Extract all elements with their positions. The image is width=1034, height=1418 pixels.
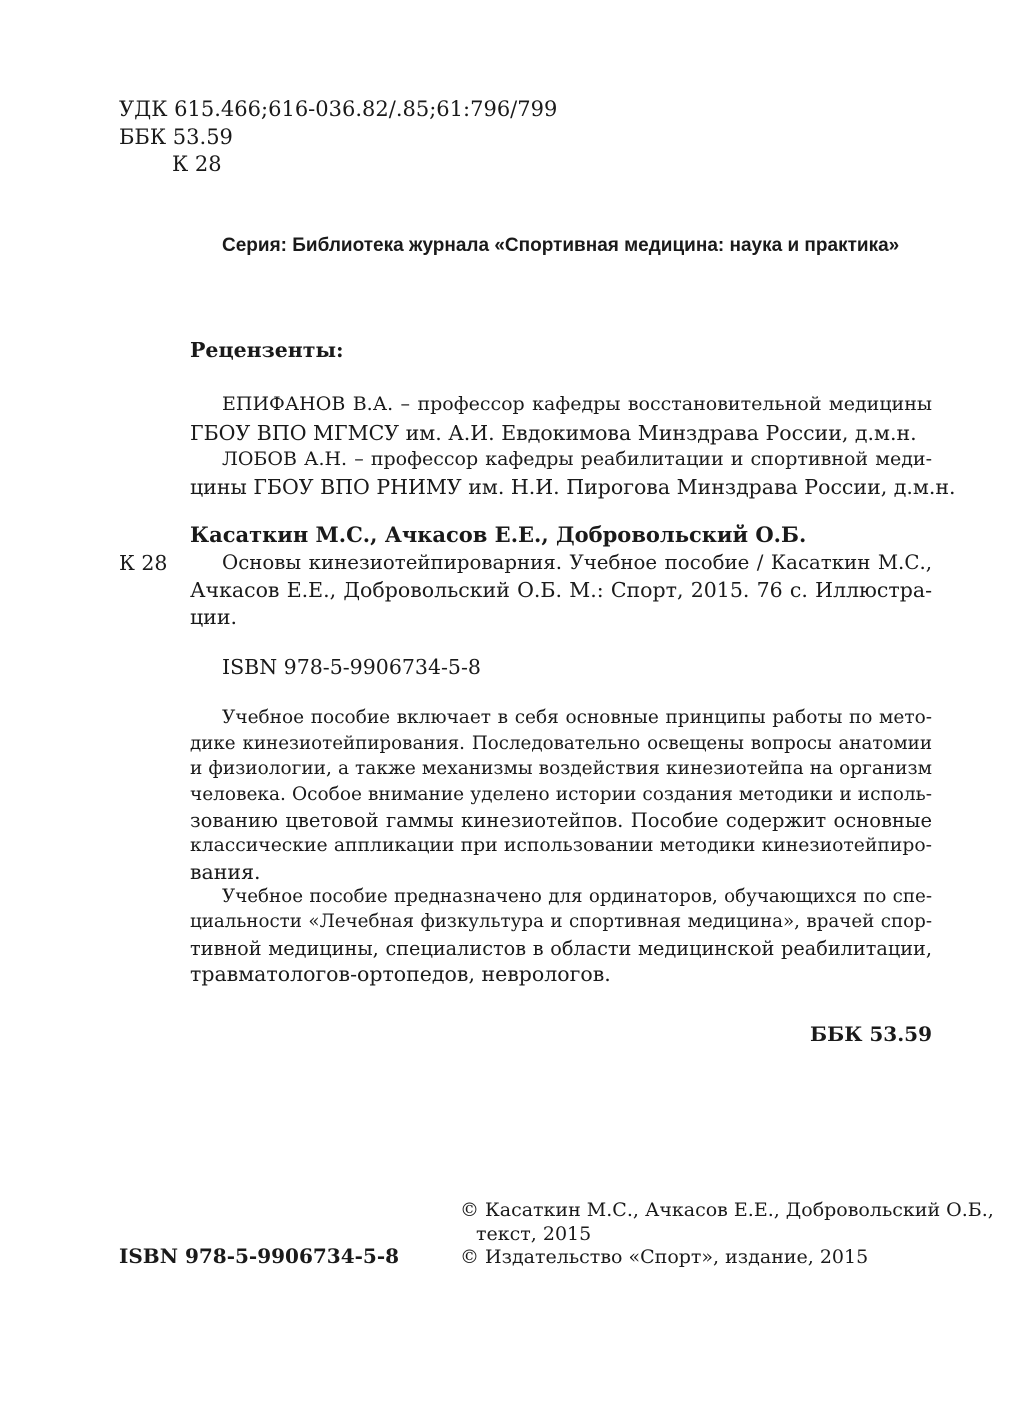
author-mark: К 28 — [172, 152, 222, 176]
annotation-line: дике кинезиотейпирования. Последовательно освещены вопросы анатомии — [190, 733, 932, 754]
copyright-line: © Издательство «Спорт», издание, 2015 — [460, 1246, 869, 1268]
footer-isbn: ISBN 978-5-9906734-5-8 — [119, 1244, 400, 1268]
citation-line: Ачкасов Е.Е., Добровольский О.Б. М.: Спорт, 2015. 76 с. Иллюстра- — [190, 578, 932, 602]
copyright-line: текст, 2015 — [476, 1223, 592, 1245]
reviewer-line: ГБОУ ВПО МГМСУ им. А.И. Евдокимова Минздрава России, д.м.н. — [190, 421, 917, 445]
annotation-line: вания. — [190, 860, 261, 884]
reviewer-line: цины ГБОУ ВПО РНИМУ им. Н.И. Пирогова Минздрава России, д.м.н. — [190, 475, 956, 499]
reviewer-line: ЕПИФАНОВ В.А. – профессор кафедры восстановительной медицины — [222, 393, 932, 415]
bbk-code: ББК 53.59 — [119, 125, 233, 149]
reviewer-line: ЛОБОВ А.Н. – профессор кафедры реабилитации и спортивной меди- — [222, 448, 932, 470]
citation-line: ции. — [190, 605, 238, 629]
annotation-line: циальности «Лечебная физкультура и спортивная медицина», врачей спор- — [190, 911, 932, 932]
citation-authors: Касаткин М.С., Ачкасов Е.Е., Добровольский О.Б. — [190, 522, 807, 547]
annotation-line: и физиологии, а также механизмы воздействия кинезиотейпа на организм — [190, 758, 932, 779]
annotation-line: человека. Особое внимание уделено истории создания методики и исполь- — [190, 784, 932, 805]
annotation-line: зованию цветовой гаммы кинезиотейпов. Пособие содержит основные — [190, 809, 932, 832]
annotation-line: Учебное пособие предназначено для ординаторов, обучающихся по спе- — [222, 886, 932, 907]
copyright-line: © Касаткин М.С., Ачкасов Е.Е., Добровольский О.Б., — [460, 1199, 994, 1221]
series-title: Серия: Библиотека журнала «Спортивная медицина: наука и практика» — [222, 235, 900, 256]
annotation-line: травматологов-ортопедов, неврологов. — [190, 962, 611, 986]
citation-isbn: ISBN 978-5-9906734-5-8 — [222, 655, 481, 679]
annotation-line: классические аппликации при использовании методики кинезиотейпиро- — [190, 835, 932, 856]
bbk-bottom: ББК 53.59 — [810, 1022, 932, 1046]
reviewers-heading: Рецензенты: — [190, 338, 344, 362]
citation-line: Основы кинезиотейпироварния. Учебное пособие / Касаткин М.С., — [222, 551, 932, 574]
annotation-line: тивной медицины, специалистов в области медицинской реабилитации, — [190, 937, 932, 960]
udk-code: УДК 615.466;616-036.82/.85;61:796/799 — [119, 97, 558, 121]
annotation-line: Учебное пособие включает в себя основные принципы работы по мето- — [222, 707, 932, 728]
citation-mark: К 28 — [119, 551, 168, 575]
